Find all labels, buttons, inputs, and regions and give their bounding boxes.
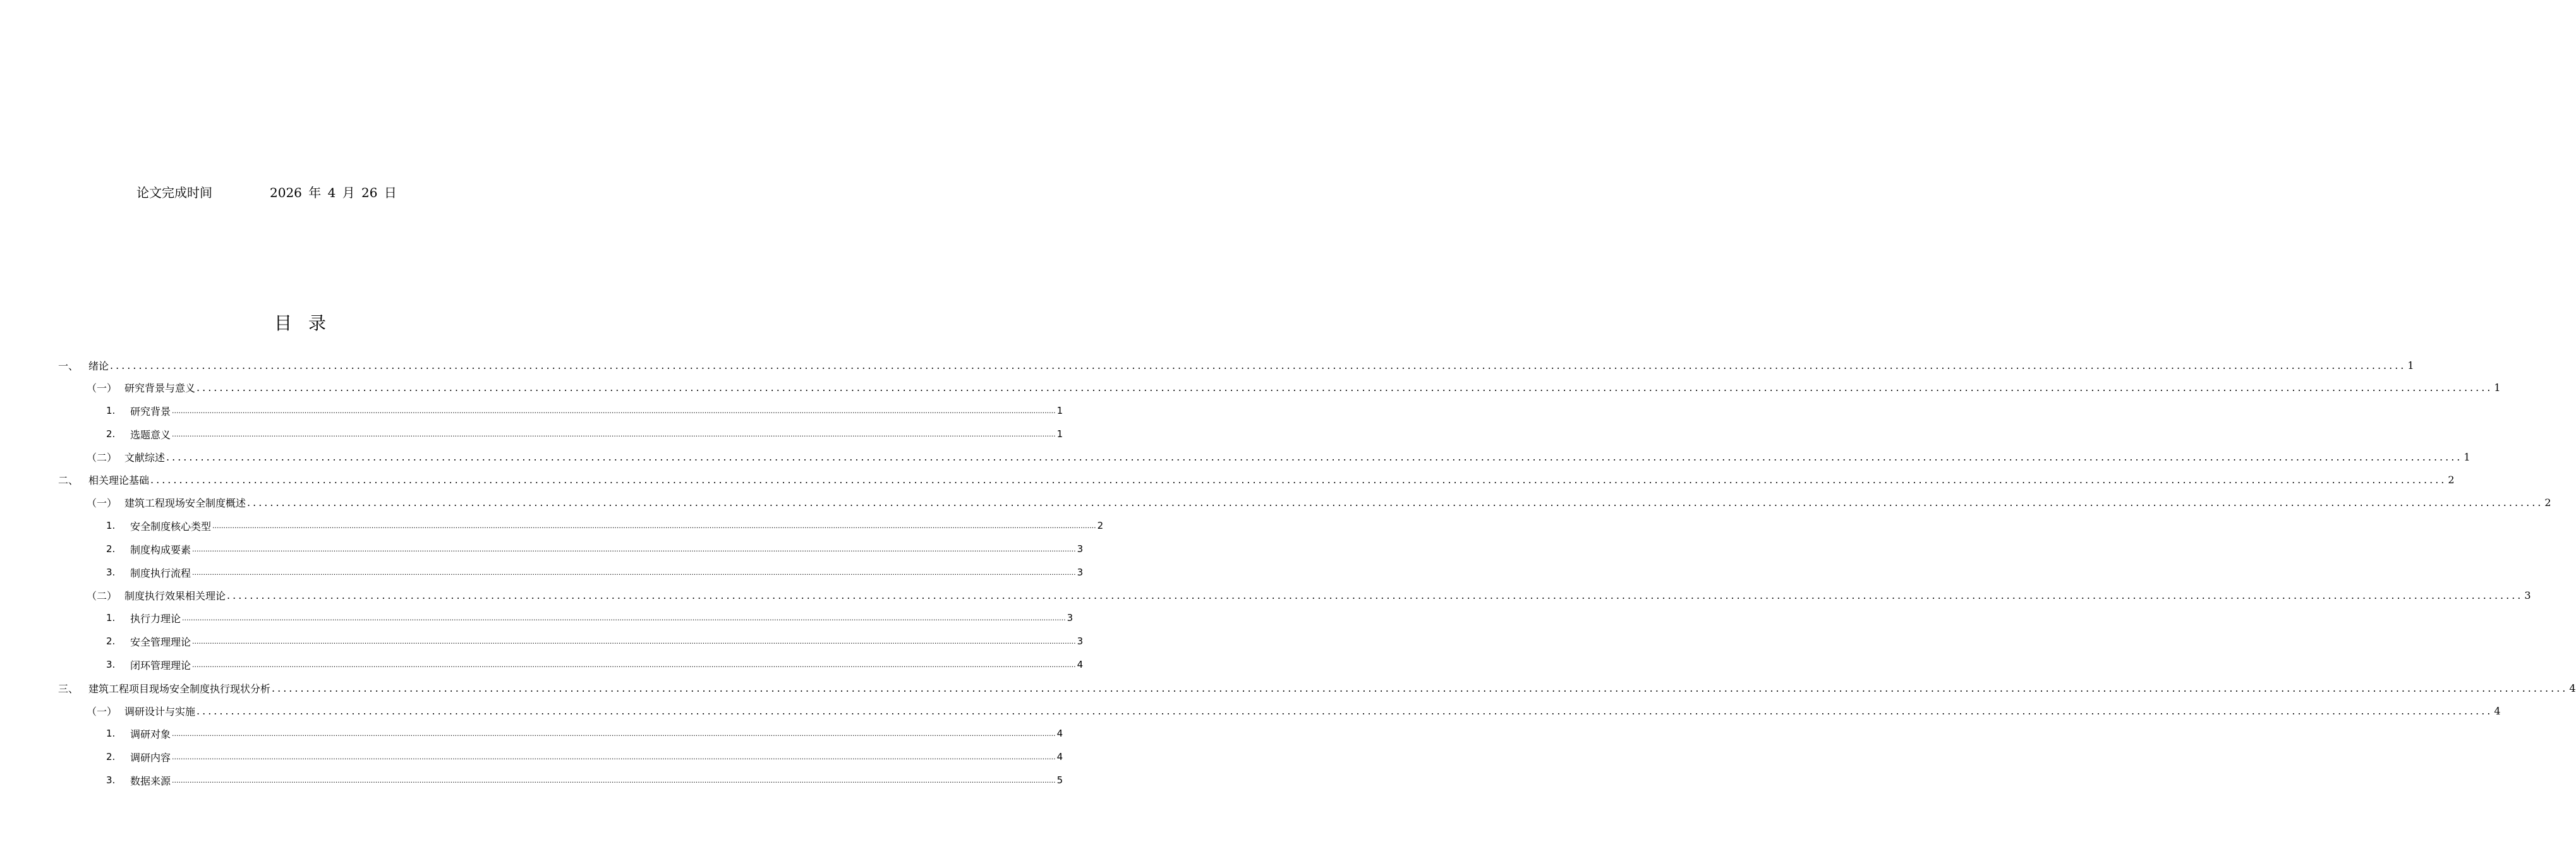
- toc-entry[interactable]: [106, 400, 1063, 421]
- toc-entry-title: 研究背景: [130, 405, 171, 418]
- toc-dot-leader: ................................................................................................................................................................................................................................................................................................................................................................................................................: [172, 752, 1056, 761]
- toc-entry-number: 3.: [106, 774, 116, 786]
- toc-entry[interactable]: [58, 677, 2576, 699]
- toc-entry-page: 5: [1056, 774, 1063, 786]
- toc-entry-title: 闭环管理理论: [130, 659, 191, 671]
- toc-entry-number: （一）: [87, 382, 118, 394]
- toc-entry-number: 2.: [106, 751, 116, 762]
- toc-entry-number: （一）: [87, 497, 118, 509]
- toc-dot-leader: ................................................................................................................................................................................................................................................................................................................................................................................................................: [197, 704, 2493, 717]
- toc-entry[interactable]: [106, 423, 1063, 445]
- toc-dot-leader: ................................................................................................................................................................................................................................................................................................................................................................................................................: [212, 521, 1096, 530]
- toc-entry-number: 2.: [106, 543, 116, 555]
- toc-entry[interactable]: [87, 491, 2551, 513]
- toc-entry-title: 建筑工程现场安全制度概述: [124, 497, 246, 509]
- toc-dot-leader: ................................................................................................................................................................................................................................................................................................................................................................................................................: [172, 430, 1056, 438]
- toc-dot-leader: ................................................................................................................................................................................................................................................................................................................................................................................................................: [192, 568, 1076, 577]
- toc-entry[interactable]: [58, 354, 2414, 376]
- toc-entry-number: （一）: [87, 705, 118, 718]
- toc-entry-page: 2: [2544, 496, 2551, 509]
- toc-entry[interactable]: [106, 723, 1063, 744]
- toc-dot-leader: ................................................................................................................................................................................................................................................................................................................................................................................................................: [247, 496, 2544, 509]
- toc-entry-title: 制度构成要素: [130, 543, 191, 556]
- toc-entry-page: 4: [1056, 728, 1063, 739]
- toc-entry[interactable]: [87, 584, 2531, 606]
- toc-dot-leader: ................................................................................................................................................................................................................................................................................................................................................................................................................: [192, 545, 1076, 553]
- toc-entry-page: 4: [2494, 704, 2501, 717]
- toc-dot-leader: ................................................................................................................................................................................................................................................................................................................................................................................................................: [182, 613, 1066, 622]
- toc-dot-leader: ................................................................................................................................................................................................................................................................................................................................................................................................................: [192, 637, 1076, 646]
- toc-entry-number: 1.: [106, 728, 116, 739]
- toc-entry-page: 3: [1077, 543, 1084, 555]
- toc-entry-number: 3.: [106, 567, 116, 578]
- toc-entry-page: 4: [1077, 659, 1084, 670]
- toc-entry-page: 1: [1056, 428, 1063, 440]
- toc-entry-page: 1: [2464, 450, 2470, 463]
- toc-entry-title: 数据来源: [130, 774, 171, 787]
- toc-entry[interactable]: [106, 562, 1084, 583]
- toc-entry-title: 建筑工程项目现场安全制度执行现状分析: [88, 682, 271, 695]
- completion-date: 2026 年 4 月 26 日: [270, 185, 397, 200]
- toc-entry[interactable]: [106, 607, 1073, 629]
- toc-entry-number: 2.: [106, 428, 116, 440]
- toc-entry[interactable]: [106, 769, 1063, 791]
- toc-entry-page: 3: [1077, 567, 1084, 578]
- toc-entry-page: 2: [1097, 520, 1104, 531]
- toc-entry-title: 相关理论基础: [88, 474, 150, 486]
- toc-entry-page: 1: [2494, 381, 2501, 394]
- toc-entry-page: 1: [1056, 405, 1063, 416]
- toc-entry-page: 3: [1077, 635, 1084, 647]
- toc-entry-number: 1.: [106, 612, 116, 623]
- completion-time-line: [0, 183, 600, 202]
- toc-entry-title: 选题意义: [130, 428, 171, 441]
- toc-entry-number: 1.: [106, 520, 116, 531]
- toc-entry-title: 调研内容: [130, 751, 171, 764]
- toc-entry-number: 三、: [58, 682, 79, 695]
- toc-entry[interactable]: [106, 538, 1084, 560]
- toc-entry-title: 绪论: [88, 359, 109, 372]
- toc-entry-page: 3: [1067, 612, 1073, 623]
- toc-dot-leader: ................................................................................................................................................................................................................................................................................................................................................................................................................: [192, 660, 1076, 669]
- toc-entry[interactable]: [106, 630, 1084, 652]
- toc-entry-title: 安全制度核心类型: [130, 520, 212, 533]
- toc-dot-leader: ................................................................................................................................................................................................................................................................................................................................................................................................................: [172, 729, 1056, 738]
- toc-entry-number: （二）: [87, 589, 118, 602]
- toc-dot-leader: ................................................................................................................................................................................................................................................................................................................................................................................................................: [172, 776, 1056, 785]
- toc-dot-leader: ................................................................................................................................................................................................................................................................................................................................................................................................................: [197, 381, 2493, 394]
- toc-entry-number: （二）: [87, 451, 118, 464]
- toc-entry-title: 调研设计与实施: [124, 705, 196, 718]
- toc-entry-page: 3: [2524, 589, 2531, 601]
- toc-entry-title: 制度执行流程: [130, 567, 191, 579]
- toc-entry[interactable]: [87, 446, 2470, 467]
- toc-entry[interactable]: [87, 376, 2501, 398]
- toc-dot-leader: ................................................................................................................................................................................................................................................................................................................................................................................................................: [272, 682, 2568, 694]
- toc-dot-leader: ................................................................................................................................................................................................................................................................................................................................................................................................................: [166, 450, 2463, 463]
- toc-entry-page: 4: [2569, 682, 2576, 694]
- toc-dot-leader: ................................................................................................................................................................................................................................................................................................................................................................................................................: [227, 589, 2524, 601]
- toc-entry-title: 制度执行效果相关理论: [124, 589, 226, 602]
- toc-entry[interactable]: [106, 515, 1104, 536]
- toc-entry-title: 文献综述: [124, 451, 166, 464]
- toc-entry-page: 4: [1056, 751, 1063, 762]
- toc-entry[interactable]: [87, 700, 2501, 721]
- toc-entry-number: 3.: [106, 659, 116, 670]
- toc-entry[interactable]: [106, 654, 1084, 675]
- toc-entry-title: 调研对象: [130, 728, 171, 740]
- toc-entry-number: 一、: [58, 359, 79, 372]
- toc-title: 目录: [274, 313, 342, 334]
- toc-dot-leader: ................................................................................................................................................................................................................................................................................................................................................................................................................: [110, 359, 2407, 371]
- toc-entry-title: 执行力理论: [130, 612, 181, 625]
- toc-entry-title: 安全管理理论: [130, 635, 191, 648]
- toc-entry-number: 2.: [106, 635, 116, 647]
- toc-entry[interactable]: [106, 746, 1063, 768]
- toc-entry-page: 2: [2448, 473, 2455, 486]
- toc-dot-leader: ................................................................................................................................................................................................................................................................................................................................................................................................................: [150, 473, 2447, 486]
- toc-entry-number: 二、: [58, 474, 79, 486]
- completion-time-label: 论文完成时间: [136, 185, 212, 200]
- toc-dot-leader: ................................................................................................................................................................................................................................................................................................................................................................................................................: [172, 406, 1056, 415]
- toc-entry[interactable]: [58, 469, 2455, 490]
- toc-entry-page: 1: [2407, 359, 2414, 371]
- toc-entry-title: 研究背景与意义: [124, 382, 196, 394]
- toc-entry-number: 1.: [106, 405, 116, 416]
